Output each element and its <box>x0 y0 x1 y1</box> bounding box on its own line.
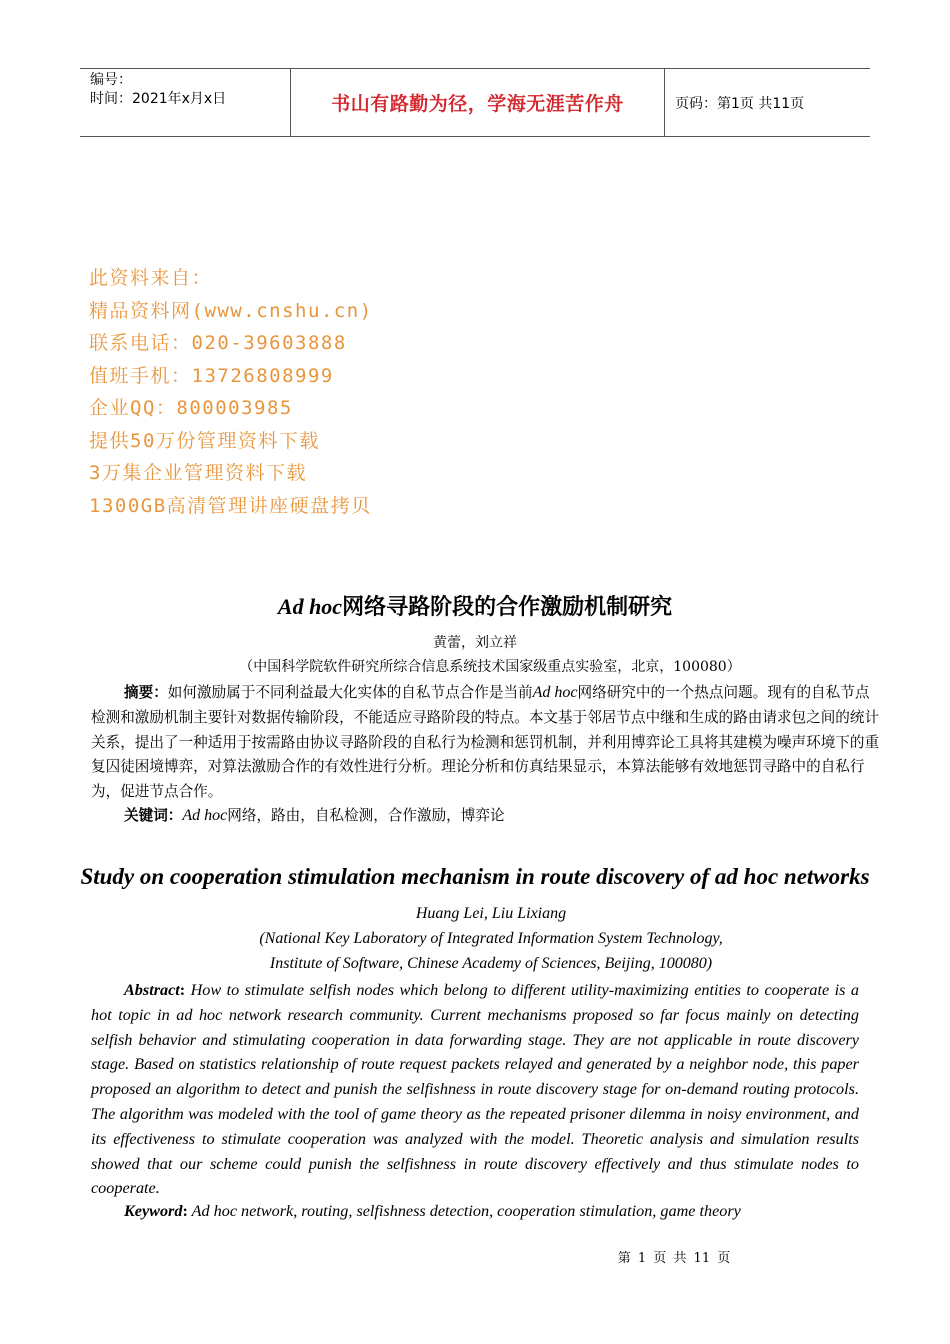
cn-abstract-part2: 网络研究中的一个热点问题。现有的自私节点检测和激励机制主要针对数据传输阶段，不能适应寻路阶段的特点。本文基于邻居节点中继和生成的路由请求包之间的统计关系，提出了一种适用于按需路由协议寻路阶段的自私行为检测和惩罚机制，并利用博弈论工具将其建模为噪声环境下的重复囚徒困境博弈，对算法激励合作的有效性进行分析。理论分析和仿真结果显示，本算法能够有效地惩罚寻路中的自私行为，促进节点合作。 <box>91 684 880 801</box>
page-footer: 第 1 页 共 11 页 <box>617 1251 731 1266</box>
en-authors: Huang Lei, Liu Lixiang <box>415 905 567 922</box>
source-info-line: 联系电话：020-39603888 <box>89 332 347 354</box>
source-info-line: 提供50万份管理资料下载 <box>89 429 320 452</box>
en-abstract-label: Abstract <box>124 981 180 999</box>
source-info-block <box>89 262 373 522</box>
en-keyword-text: Ad hoc network, routing, selfishness detection, cooperation stimulation, game theory <box>187 1202 741 1220</box>
date-line: 时间：2021年x月x日 <box>90 91 227 107</box>
en-abstract-text: How to stimulate selfish nodes which belong to different utility-maximizing entities to cooperate is a hot topic in ad hoc network research community. Current mechanisms proposed so far focus mainly on detecting selfish behavior and stimulating cooperation in data forwarding stage. They are not applicable in route discovery stage. Based on statistics relationship of route request packets relayed and generated by a neighbor node, this paper proposed an algorithm to detect and punish the selfishness in route discovery stage for on-demand routing protocols. The algorithm was modeled with the tool of game theory as the repeated prisoner dilemma in noisy environment, and its effectiveness to stimulate cooperation was analyzed with the model. Theoretic analysis and simulation results showed that our scheme could punish the selfishness in route discovery effectively and thus stimulate nodes to cooperate. <box>91 981 859 1198</box>
source-info-line: 1300GB高清管理讲座硬盘拷贝 <box>89 494 372 517</box>
en-abstract-colon: : <box>179 981 186 999</box>
cn-authors: 黄蕾，刘立祥 <box>433 635 517 651</box>
source-info-line: 精品资料网(www.cnshu.cn) <box>89 299 373 322</box>
en-affiliation-line1: (National Key Laboratory of Integrated Information System Technology, <box>259 930 723 947</box>
cn-abstract-adhoc: Ad hoc <box>532 684 578 701</box>
cn-affiliation: （中国科学院软件研究所综合信息系统技术国家级重点实验室，北京，100080） <box>239 659 741 675</box>
header-motto: 书山有路勤为径，学海无涯苦作舟 <box>291 69 665 136</box>
cn-keyword-adhoc: Ad hoc <box>182 807 228 824</box>
cn-abstract-label: 摘要： <box>124 684 168 701</box>
en-paper-title: Study on cooperation stimulation mechanism in route discovery of ad hoc networks <box>80 864 870 889</box>
en-abstract <box>91 978 859 1201</box>
header-page-info: 页码：第1页 共11页 <box>675 95 805 112</box>
source-info-line: 企业QQ：800003985 <box>89 397 293 419</box>
cn-paper-title <box>0 590 950 621</box>
cn-keyword-rest: 网络，路由，自私检测，合作激励，博弈论 <box>227 807 505 824</box>
cn-title-rest: 网络寻路阶段的合作激励机制研究 <box>342 594 673 620</box>
source-info-line: 3万集企业管理资料下载 <box>89 462 307 484</box>
source-info-line: 此资料来自： <box>89 267 213 289</box>
en-keyword-label: Keyword <box>124 1202 183 1220</box>
number-label: 编号： <box>90 72 132 88</box>
en-keywords <box>124 1202 741 1221</box>
cn-title-prefix: Ad hoc <box>277 594 343 619</box>
page-header <box>80 68 870 137</box>
cn-keywords <box>124 804 505 825</box>
en-affiliation-line2: Institute of Software, Chinese Academy of Sciences, Beijing, 100080) <box>269 955 713 972</box>
source-info-line: 值班手机：13726808999 <box>89 364 334 387</box>
en-keyword-colon: : <box>182 1202 188 1220</box>
cn-abstract-part1: 如何激励属于不同利益最大化实体的自私节点合作是当前 <box>167 684 533 701</box>
cn-keyword-label: 关键词： <box>124 807 183 824</box>
cn-abstract <box>91 681 881 805</box>
header-meta <box>80 69 291 136</box>
